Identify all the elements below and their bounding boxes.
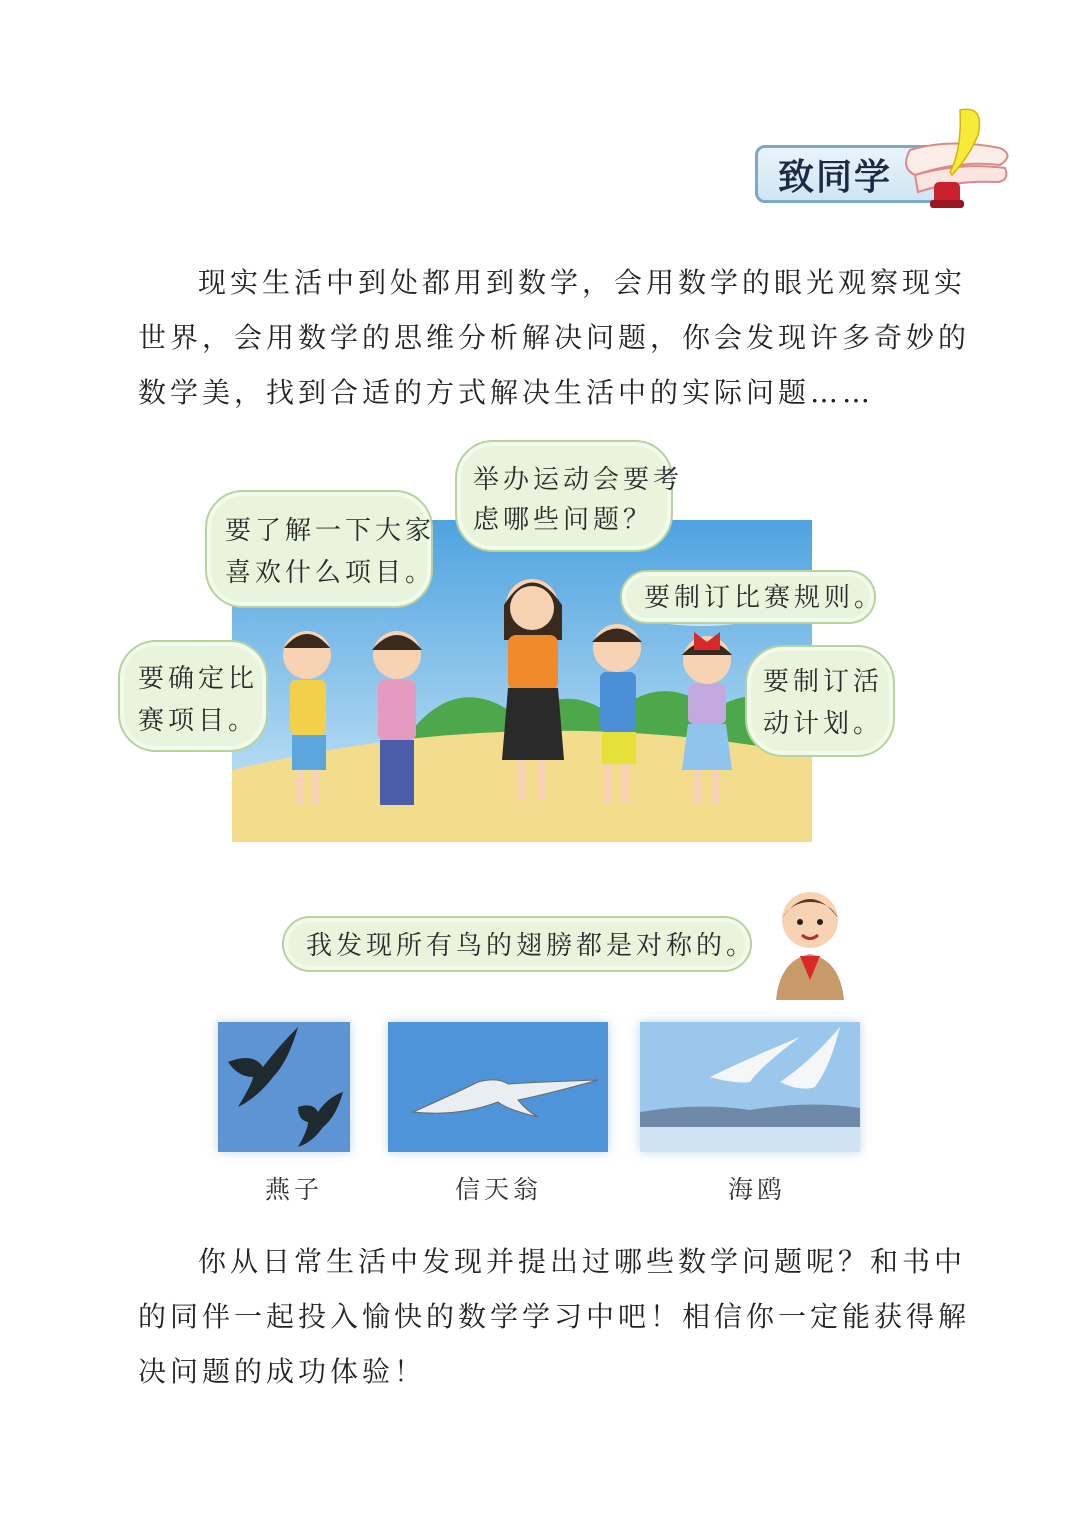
bubble-line: 我发现所有鸟的翅膀都是对称的。 xyxy=(306,931,757,961)
intro-line: 世界，会用数学的思维分析解决问题，你会发现许多奇妙的 xyxy=(138,321,971,354)
bubble-line: 要了解一下大家 xyxy=(225,516,436,546)
speech-bubble-symmetry xyxy=(282,916,757,972)
intro-line: 数学美，找到合适的方式解决生活中的实际问题…… xyxy=(138,376,875,409)
boy-avatar xyxy=(770,880,850,1000)
closing-line: 的同伴一起投入愉快的数学学习中吧！相信你一定能获得解 xyxy=(138,1300,971,1333)
closing-line: 决问题的成功体验！ xyxy=(138,1355,427,1388)
intro-line: 现实生活中到处都用到数学，会用数学的眼光观察现实 xyxy=(198,266,967,299)
bird-caption-swallow: 燕子 xyxy=(265,1175,324,1204)
bird-caption-seagull: 海鸥 xyxy=(728,1175,787,1204)
speech-bubble-events xyxy=(118,640,268,752)
bubble-line: 动计划。 xyxy=(763,709,884,739)
seagull-photo xyxy=(640,1022,860,1152)
scroll-quill-icon xyxy=(890,100,1020,215)
speech-bubble-plan xyxy=(745,645,895,757)
swallow-photo xyxy=(218,1022,350,1152)
page-title: 致同学 xyxy=(778,156,893,198)
closing-paragraph xyxy=(138,1234,971,1399)
closing-line: 你从日常生活中发现并提出过哪些数学问题呢？和书中 xyxy=(198,1245,967,1278)
speech-bubble-teacher xyxy=(455,440,684,552)
bubble-line: 赛项目。 xyxy=(138,706,259,736)
bubble-line: 喜欢什么项目。 xyxy=(225,558,436,588)
bubble-line: 要制订活 xyxy=(763,667,884,697)
bird-caption-albatross: 信天翁 xyxy=(455,1175,543,1204)
speech-bubble-survey xyxy=(205,490,436,608)
speech-bubble-rules xyxy=(620,570,885,624)
bubble-line: 虑哪些问题？ xyxy=(473,505,654,535)
bubble-line: 要确定比 xyxy=(138,664,259,694)
intro-paragraph xyxy=(138,255,971,420)
albatross-photo xyxy=(388,1022,608,1152)
bubble-line: 要制订比赛规则。 xyxy=(644,583,885,613)
bubble-line: 举办运动会要考 xyxy=(473,465,684,495)
